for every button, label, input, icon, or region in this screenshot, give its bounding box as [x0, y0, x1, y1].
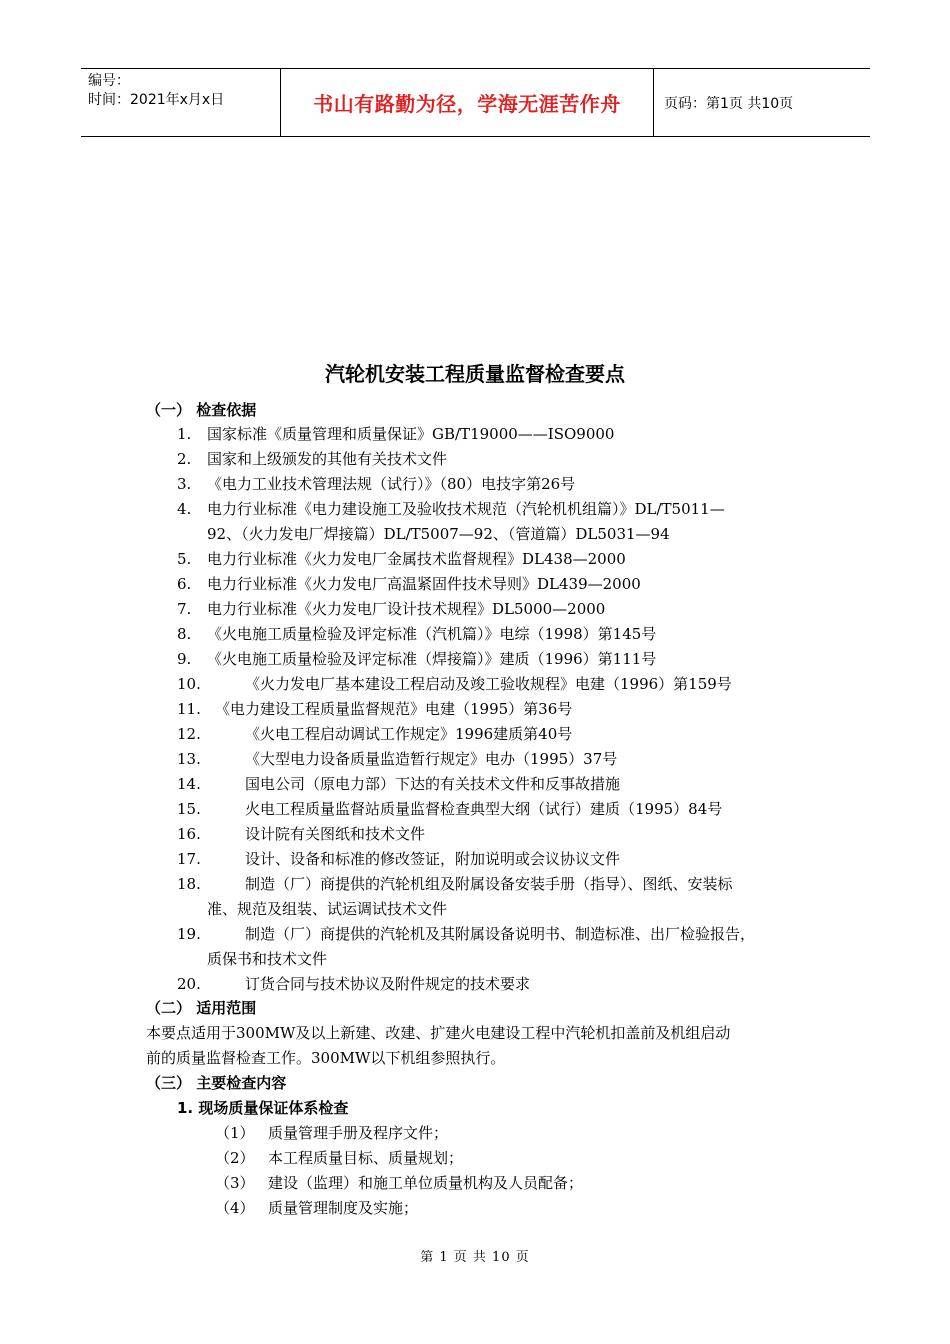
list-item: （4） 质量管理制度及实施； [215, 1199, 419, 1217]
list-item: （1） 质量管理手册及程序文件； [215, 1124, 449, 1142]
list-item: 5. 电力行业标准《火力发电厂金属技术监督规程》DL438—2000 [177, 550, 626, 568]
list-item-continuation: 质保书和技术文件 [207, 950, 328, 968]
header-time: 时间：2021年x月x日 [88, 92, 225, 108]
list-item: 13. 《大型电力设备质量监造暂行规定》电办（1995）37号 [177, 750, 618, 768]
header-meta [81, 69, 281, 136]
list-item-continuation: 92、（火力发电厂焊接篇）DL/T5007—92、（管道篇）DL5031—94 [207, 525, 670, 543]
list-item: 20. 订货合同与技术协议及附件规定的技术要求 [177, 975, 531, 993]
section2-paragraph-line1: 本要点适用于300MW及以上新建、改建、扩建火电建设工程中汽轮机扣盖前及机组启动 [146, 1024, 731, 1042]
section2-paragraph-line2: 前的质量监督检查工作。300MW以下机组参照执行。 [146, 1049, 506, 1067]
section3-heading: （三） 主要检查内容 [146, 1074, 287, 1092]
header-page-code: 页码：第1页 共10页 [664, 95, 794, 112]
page-header [81, 68, 870, 137]
list-item: 4. 电力行业标准《电力建设施工及验收技术规范（汽轮机机组篇）》DL/T5011— [177, 500, 725, 518]
list-item: 15. 火电工程质量监督站质量监督检查典型大纲（试行）建质（1995）84号 [177, 800, 723, 818]
list-item: 16. 设计院有关图纸和技术文件 [177, 825, 426, 843]
list-item: 8. 《火电施工质量检验及评定标准（汽机篇）》电综（1998）第145号 [177, 625, 657, 643]
list-item: 6. 电力行业标准《火力发电厂高温紧固件技术导则》DL439—2000 [177, 575, 641, 593]
list-item: 18. 制造（厂）商提供的汽轮机组及附属设备安装手册（指导）、图纸、安装标 [177, 875, 733, 893]
list-item: 7. 电力行业标准《火力发电厂设计技术规程》DL5000—2000 [177, 600, 606, 618]
list-item: 9. 《火电施工质量检验及评定标准（焊接篇）》建质（1996）第111号 [177, 650, 657, 668]
list-item: （2） 本工程质量目标、质量规划； [215, 1149, 464, 1167]
list-item: 10. 《火力发电厂基本建设工程启动及竣工验收规程》电建（1996）第159号 [177, 675, 732, 693]
list-item: 19. 制造（厂）商提供的汽轮机及其附属设备说明书、制造标准、出厂检验报告， [177, 925, 756, 943]
section2-heading: （二） 适用范围 [146, 999, 257, 1017]
list-item: 14. 国电公司（原电力部）下达的有关技术文件和反事故措施 [177, 775, 621, 793]
list-item: （3） 建设（监理）和施工单位质量机构及人员配备； [215, 1174, 584, 1192]
header-bianhao: 编号： [88, 73, 130, 89]
section3-subheading: 1. 现场质量保证体系检查 [177, 1099, 349, 1117]
list-item: 12. 《火电工程启动调试工作规定》1996建质第40号 [177, 725, 573, 743]
list-item: 1. 国家标准《质量管理和质量保证》GB/T19000——ISO9000 [177, 425, 615, 443]
list-item: 17. 设计、设备和标准的修改签证，附加说明或会议协议文件 [177, 850, 621, 868]
list-item: 2. 国家和上级颁发的其他有关技术文件 [177, 450, 448, 468]
list-item: 3. 《电力工业技术管理法规（试行）》（80）电技字第26号 [177, 475, 576, 493]
header-motto: 书山有路勤为径，学海无涯苦作舟 [281, 69, 654, 136]
document-title: 汽轮机安装工程质量监督检查要点 [325, 362, 625, 386]
list-item-continuation: 准、规范及组装、试运调试技术文件 [207, 900, 448, 918]
page-footer: 第 1 页 共 10 页 [420, 1250, 530, 1265]
list-item: 11. 《电力建设工程质量监督规范》电建（1995）第36号 [177, 700, 573, 718]
section1-heading: （一） 检查依据 [146, 401, 257, 419]
